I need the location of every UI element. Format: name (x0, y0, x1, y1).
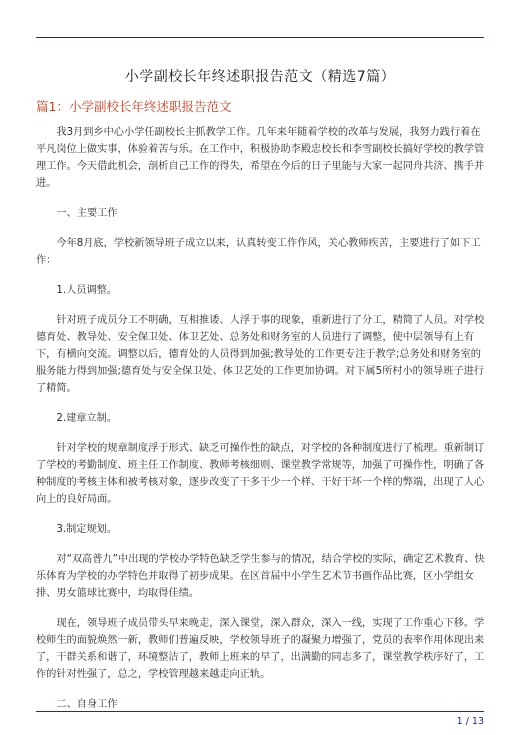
document-body (36, 124, 488, 726)
page-indicator: 1 / 13 (456, 716, 484, 727)
personnel-paragraph: 针对班子成员分工不明确，互相推诿、人浮于事的现象，重新进行了分工，精简了人员。对学校德育处、教导处、安全保卫处、体卫艺处、总务处和财务室的人员进行了调整，使中层领导有上有下，有横向交流。调整以后，德育处的人员得到加强;教导处的工作更专注于教学;总务处和财务室的服务能力得到加强;德育处与安全保卫处、体卫艺处的工作更加协调。对下属5所村小的领导班子进行了精简。 (36, 315, 485, 394)
heading-planning: 3.制定规划。 (56, 524, 118, 535)
rules-paragraph: 针对学校的规章制度浮于形式、缺乏可操作性的缺点，对学校的各种制度进行了梳理。重新制订了学校的考勤制度、班主任工作制度、教师考核细则、课堂教学常规等，加强了可操作性，明确了各种制度的考核主体和被考核对象，逐步改变了干多干少一个样、干好干坏一个样的弊端，出现了人心向上的良好局面。 (36, 443, 485, 505)
planning-paragraph: 对“双高普九”中出现的学校办学特色缺乏学生参与的情况，结合学校的实际，确定艺术教育、快乐体育为学校的办学特色并取得了初步成果。在区首届中小学生艺术节书画作品比赛，区小学组女排、男女篮球比赛中，均取得佳绩。 (36, 554, 485, 599)
footer-rule (36, 711, 484, 712)
page-title: 小学副校长年终述职报告范文（精选7篇） (124, 69, 396, 85)
intro-paragraph: 我3月到乡中心小学任副校长主抓教学工作。几年来年随着学校的改革与发展，我努力践行着在平凡岗位上做实事，体验着苦与乐。在工作中，积极协助李殿忠校长和李雪副校长搞好学校的教学管理工作。今天借此机会，剖析自己工作的得失，希望在今后的日子里能与大家一起同舟共济、携手并进。 (36, 127, 485, 189)
main-work-paragraph: 今年8月底，学校新领导班子成立以来，认真转变工作作风，关心教师疾苦，主要进行了如下工作： (36, 238, 481, 266)
current-status-paragraph: 现在，领导班子成员带头早来晚走，深入课堂，深入群众，深入一线，实现了工作重心下移。学校师生的面貌焕然一新，教师们普遍反映，学校领导班子的凝聚力增强了，党员的表率作用体现出来了，干群关系和谐了，环境整洁了，教师上班来的早了，出满勤的同志多了，课堂教学秩序好了，工作的针对性强了，总之，学校管理越来越走向正轨。 (36, 618, 485, 680)
section-heading: 篇1：小学副校长年终述职报告范文 (36, 99, 232, 114)
header-rule (36, 37, 484, 38)
heading-own-work: 二、自身工作 (56, 699, 118, 710)
heading-rules: 2.建章立制。 (56, 413, 118, 424)
heading-personnel: 1.人员调整。 (56, 285, 118, 296)
heading-main-work: 一、主要工作 (56, 208, 118, 219)
